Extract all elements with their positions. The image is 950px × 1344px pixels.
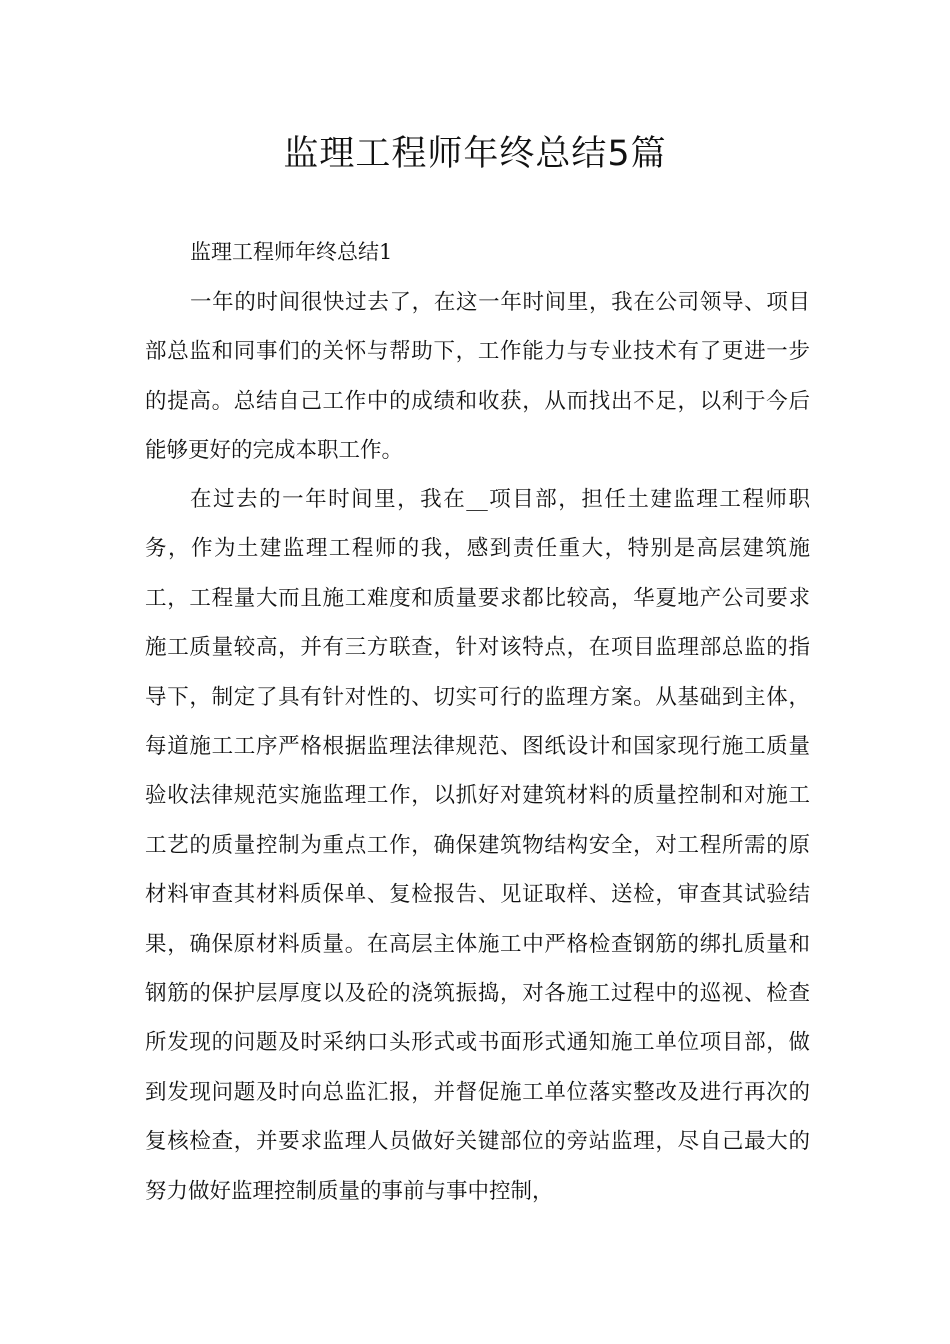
section-heading: 监理工程师年终总结1: [190, 240, 393, 264]
body-paragraph-1: 一年的时间很快过去了，在这一年时间里，我在公司领导、项目部总监和同事们的关怀与帮助下，工作能力与专业技术有了更进一步的提高。总结自己工作中的成绩和收获，从而找出不足，以利于今后能够更好的完成本职工作。: [145, 290, 810, 464]
body-paragraph-2: 在过去的一年时间里，我在__项目部，担任土建监理工程师职务，作为土建监理工程师的我，感到责任重大，特别是高层建筑施工，工程量大而且施工难度和质量要求都比较高，华夏地产公司要求施工质量较高，并有三方联查，针对该特点，在项目监理部总监的指导下，制定了具有针对性的、切实可行的监理方案。从基础到主体，每道施工工序严格根据监理法律规范、图纸设计和国家现行施工质量验收法律规范实施监理工作，以抓好对建筑材料的质量控制和对施工工艺的质量控制为重点工作，确保建筑物结构安全，对工程所需的原材料审查其材料质保单、复检报告、见证取样、送检，审查其试验结果，确保原材料质量。在高层主体施工中严格检查钢筋的绑扎质量和钢筋的保护层厚度以及砼的浇筑振捣，对各施工过程中的巡视、检查所发现的问题及时采纳口头形式或书面形式通知施工单位项目部，做到发现问题及时向总监汇报，并督促施工单位落实整改及进行再次的复核检查，并要求监理人员做好关键部位的旁站监理，尽自己最大的努力做好监理控制质量的事前与事中控制，: [145, 487, 810, 1204]
document-title: 监理工程师年终总结5篇: [283, 134, 667, 174]
